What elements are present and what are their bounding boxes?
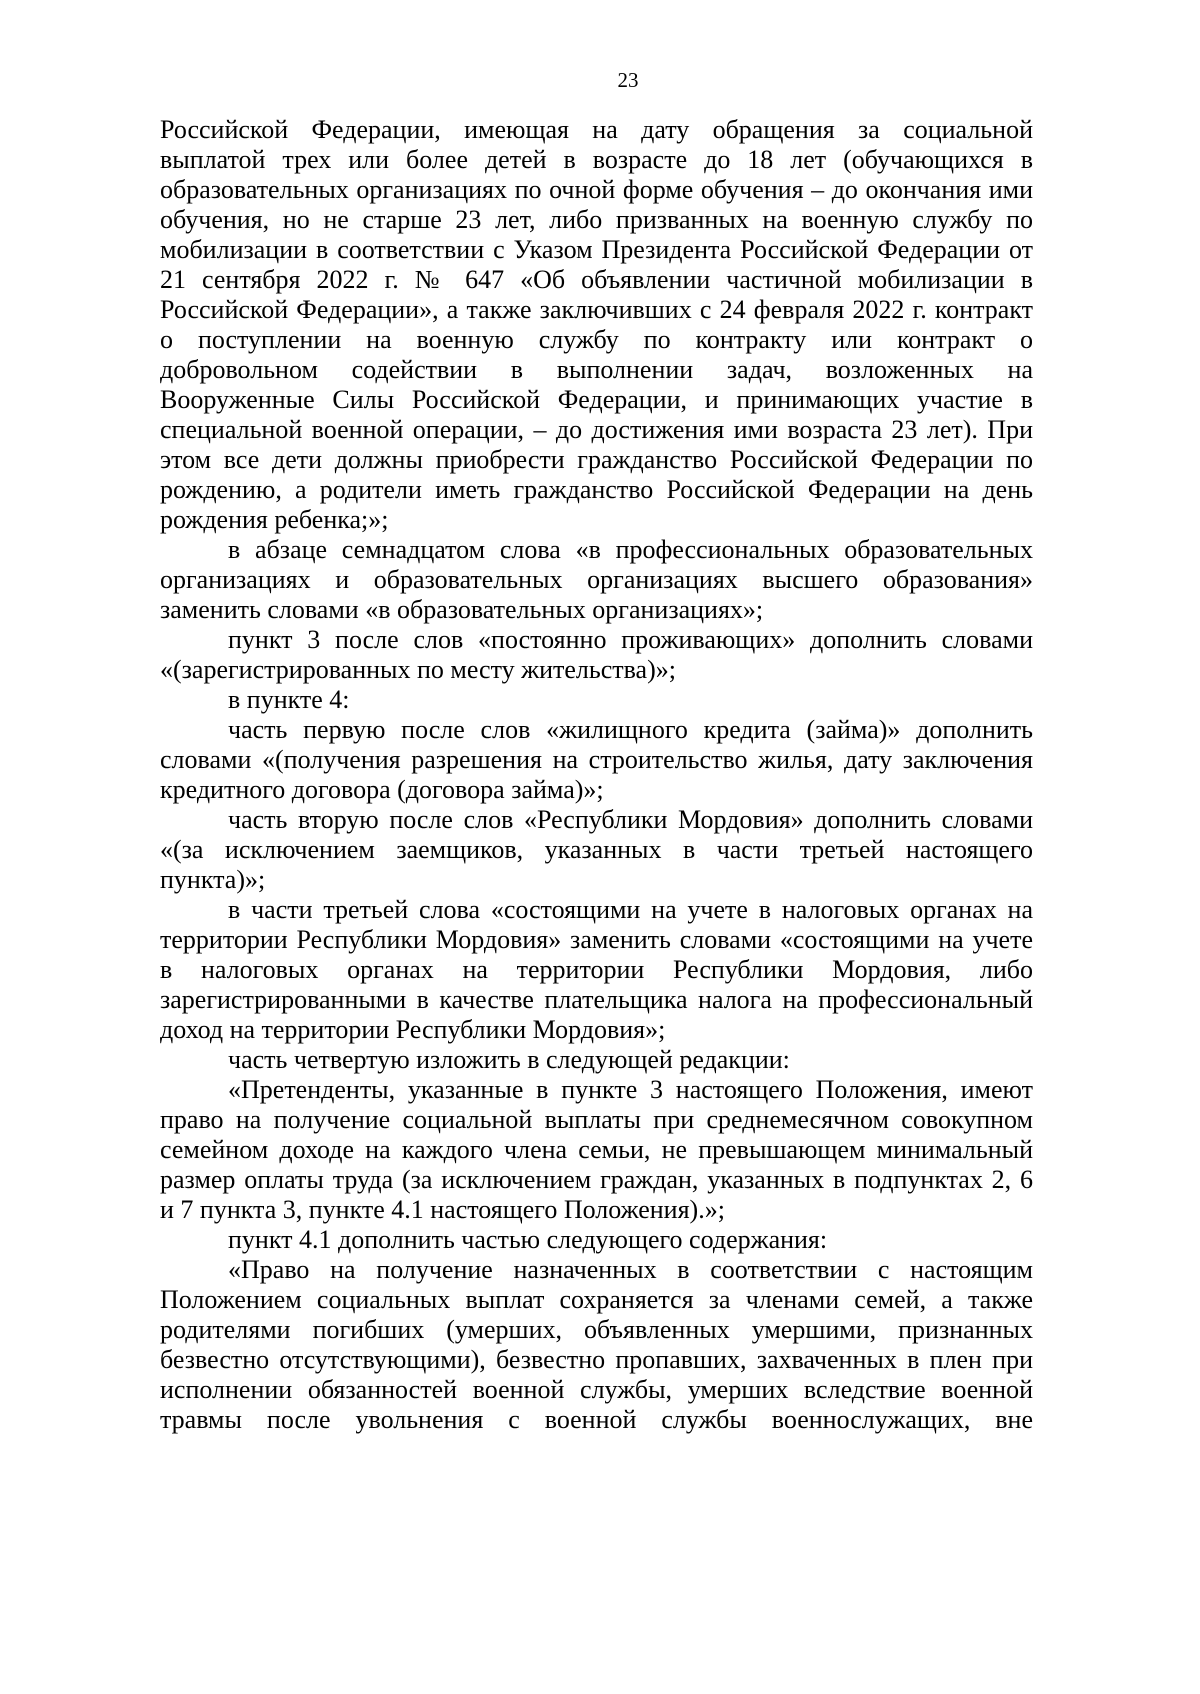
paragraph xyxy=(160,1075,1033,1225)
page-number: 23 xyxy=(617,68,639,92)
paragraph xyxy=(160,115,1033,535)
text-line: этом все дети должны приобрести гражданство Российской Федерации по xyxy=(160,445,1033,474)
text-line: травмы после увольнения с военной службы военнослужащих, вне xyxy=(160,1405,1033,1434)
paragraph xyxy=(160,805,1033,895)
text-line: пункт 4.1 дополнить частью следующего содержания: xyxy=(228,1225,828,1254)
paragraph xyxy=(160,1225,1033,1255)
text-line: доход на территории Республики Мордовия»; xyxy=(160,1015,666,1044)
text-line: словами «(получения разрешения на строительство жилья, дату заключения xyxy=(160,745,1033,774)
text-line: мобилизации в соответствии с Указом Президента Российской Федерации от xyxy=(160,235,1033,264)
text-line: территории Республики Мордовия» заменить словами «состоящими на учете xyxy=(160,925,1033,954)
text-line: в абзаце семнадцатом слова «в профессиональных образовательных xyxy=(228,535,1033,564)
text-line: рождению, а родители иметь гражданство Российской Федерации на день xyxy=(160,475,1033,504)
text-line: зарегистрированными в качестве плательщика налога на профессиональный xyxy=(160,985,1033,1014)
text-line: Российской Федерации», а также заключивших с 24 февраля 2022 г. контракт xyxy=(160,295,1033,324)
text-line: часть четвертую изложить в следующей редакции: xyxy=(228,1045,790,1074)
text-line: часть первую после слов «жилищного кредита (займа)» дополнить xyxy=(228,715,1033,744)
text-line: Положением социальных выплат сохраняется за членами семей, а также xyxy=(160,1285,1033,1314)
text-line: «(зарегистрированных по месту жительства)»; xyxy=(160,655,676,684)
paragraph xyxy=(160,535,1033,625)
text-line: в части третьей слова «состоящими на учете в налоговых органах на xyxy=(228,895,1033,924)
text-line: добровольном содействии в выполнении задач, возложенных на xyxy=(160,355,1033,384)
text-line: специальной военной операции, – до достижения ими возраста 23 лет). При xyxy=(160,415,1033,444)
paragraph xyxy=(160,1045,1033,1075)
text-line: выплатой трех или более детей в возрасте до 18 лет (обучающихся в xyxy=(160,145,1033,174)
text-line: в налоговых органах на территории Республики Мордовия, либо xyxy=(160,955,1033,984)
text-line: образовательных организациях по очной форме обучения – до окончания ими xyxy=(160,175,1033,204)
text-line: «Претенденты, указанные в пункте 3 настоящего Положения, имеют xyxy=(228,1075,1033,1104)
text-line: безвестно отсутствующими), безвестно пропавших, захваченных в плен при xyxy=(160,1345,1033,1374)
text-line: пункт 3 после слов «постоянно проживающих» дополнить словами xyxy=(228,625,1033,654)
text-line: исполнении обязанностей военной службы, умерших вследствие военной xyxy=(160,1375,1033,1404)
text-line: часть вторую после слов «Республики Мордовия» дополнить словами xyxy=(228,805,1033,834)
body-text xyxy=(160,115,1033,1435)
text-line: размер оплаты труда (за исключением граждан, указанных в подпунктах 2, 6 xyxy=(160,1165,1033,1194)
paragraph xyxy=(160,1255,1033,1435)
text-line: «(за исключением заемщиков, указанных в части третьей настоящего xyxy=(160,835,1033,864)
text-line: право на получение социальной выплаты при среднемесячном совокупном xyxy=(160,1105,1033,1134)
text-line: Российской Федерации, имеющая на дату обращения за социальной xyxy=(160,115,1033,144)
text-line: Вооруженные Силы Российской Федерации, и принимающих участие в xyxy=(160,385,1033,414)
text-line: и 7 пункта 3, пункте 4.1 настоящего Положения).»; xyxy=(160,1195,725,1224)
text-line: организациях и образовательных организациях высшего образования» xyxy=(160,565,1033,594)
paragraph xyxy=(160,895,1033,1045)
text-line: родителями погибших (умерших, объявленных умершими, признанных xyxy=(160,1315,1033,1344)
paragraph xyxy=(160,715,1033,805)
text-line: о поступлении на военную службу по контракту или контракт о xyxy=(160,325,1033,354)
text-line: кредитного договора (договора займа)»; xyxy=(160,775,604,804)
text-line: заменить словами «в образовательных организациях»; xyxy=(160,595,764,624)
text-line: «Право на получение назначенных в соответствии с настоящим xyxy=(228,1255,1033,1284)
text-line: пункта)»; xyxy=(160,865,266,894)
text-line: обучения, но не старше 23 лет, либо призванных на военную службу по xyxy=(160,205,1033,234)
text-line: рождения ребенка;»; xyxy=(160,505,389,534)
text-line: 21 сентября 2022 г. № 647 «Об объявлении частичной мобилизации в xyxy=(160,265,1033,294)
paragraph xyxy=(160,625,1033,685)
text-line: семейном доходе на каждого члена семьи, не превышающем минимальный xyxy=(160,1135,1033,1164)
text-line: в пункте 4: xyxy=(228,685,350,714)
paragraph xyxy=(160,685,1033,715)
